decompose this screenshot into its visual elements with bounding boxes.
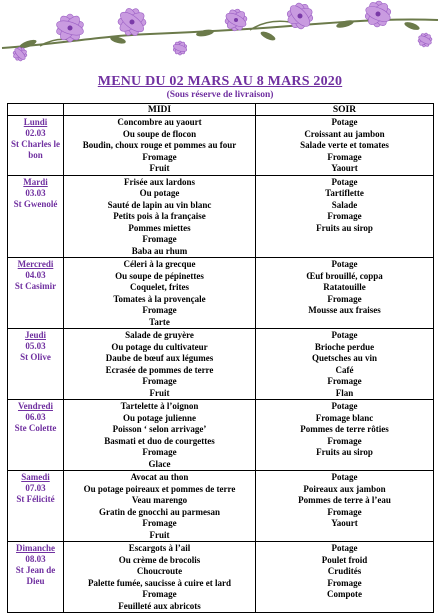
soir-dish: Potage xyxy=(331,330,358,340)
midi-dish: Ecrasée de pommes de terre xyxy=(105,364,214,375)
day-cell xyxy=(8,400,64,471)
day-name: Mercredi xyxy=(17,259,54,269)
soir-dish: Fromage xyxy=(327,376,362,386)
soir-dish: Flan xyxy=(335,387,354,398)
midi-dish: Fromage xyxy=(142,589,177,599)
day-saint: Ste Colette xyxy=(14,423,57,433)
midi-dish: Ou crème de brocolis xyxy=(118,554,201,565)
midi-dish: Fromage xyxy=(142,518,177,528)
midi-dish: Ou soupe de flocon xyxy=(122,128,197,139)
day-name: Lundi xyxy=(23,117,48,127)
soir-cell xyxy=(256,258,434,329)
midi-dish: Gratin de gnocchi au parmesan xyxy=(98,506,220,517)
day-name: Mardi xyxy=(23,176,48,187)
midi-dish: Tarte xyxy=(149,316,170,327)
menu-body xyxy=(8,116,434,613)
day-date: 05.03 xyxy=(25,341,46,351)
soir-dish: Fromage xyxy=(327,506,362,517)
soir-cell xyxy=(256,400,434,471)
midi-dish: Fromage xyxy=(142,305,177,315)
soir-dish: Poulet froid xyxy=(321,554,368,565)
day-date: 03.03 xyxy=(25,187,46,198)
day-name: Jeudi xyxy=(24,330,46,340)
midi-dish: Fruit xyxy=(149,529,170,540)
midi-dish: Coquelet, frites xyxy=(130,282,189,292)
midi-dish: Avocat au thon xyxy=(130,472,189,482)
midi-dish: Daube de bœuf aux légumes xyxy=(105,353,214,363)
midi-dish: Tartelette à l’oignon xyxy=(120,401,199,411)
soir-dish: Pommes de terre rôties xyxy=(300,424,389,434)
day-date: 02.03 xyxy=(25,128,46,138)
midi-dish: Boudin, choux rouge et pommes au four xyxy=(82,140,237,150)
soir-cell xyxy=(256,175,434,258)
soir-dish: Potage xyxy=(331,543,358,553)
day-row-samedi xyxy=(8,471,434,542)
soir-dish: Fruits au sirop xyxy=(316,222,373,233)
soir-dish: Salade verte et tomates xyxy=(300,140,389,150)
column-header-day xyxy=(8,104,64,116)
midi-dish: Fruit xyxy=(149,163,170,173)
midi-dish: Sauté de lapin au vin blanc xyxy=(107,199,212,210)
midi-dish: Poisson ‘ selon arrivage’ xyxy=(112,424,207,434)
midi-dish: Basmati et duo de courgettes xyxy=(104,435,215,446)
page-title: MENU DU 02 MARS AU 8 MARS 2020 xyxy=(97,74,343,89)
midi-dish: Fruit xyxy=(149,387,170,398)
midi-cell xyxy=(64,258,256,329)
midi-dish: Petits pois à la française xyxy=(113,211,206,221)
midi-dish: Fromage xyxy=(142,151,177,162)
soir-dish: Yaourt xyxy=(331,163,358,173)
day-saint: St Gwenolé xyxy=(13,198,58,209)
midi-dish: Choucroute xyxy=(136,566,183,576)
day-date: 06.03 xyxy=(25,412,46,422)
midi-dish: Palette fumée, saucisse à cuire et lard xyxy=(87,577,232,588)
soir-dish: Pommes de terre à l’eau xyxy=(298,495,391,505)
midi-dish: Tomates à la provençale xyxy=(113,293,206,304)
soir-dish: Quetsches au vin xyxy=(311,353,377,363)
soir-dish: Crudités xyxy=(327,566,362,576)
soir-dish: Fromage xyxy=(327,293,362,304)
soir-dish: Brioche perdue xyxy=(314,341,375,352)
soir-dish: Fromage xyxy=(327,211,362,221)
midi-dish: Pommes miettes xyxy=(128,222,191,233)
soir-dish: Ratatouille xyxy=(323,282,366,292)
day-date: 04.03 xyxy=(25,270,46,280)
day-cell xyxy=(8,175,64,258)
day-date: 08.03 xyxy=(25,554,46,564)
midi-dish: Frisée aux lardons xyxy=(124,176,195,187)
midi-dish: Fromage xyxy=(142,376,177,386)
day-saint: St Félicité xyxy=(16,494,55,504)
day-row-mardi xyxy=(8,175,434,258)
day-cell xyxy=(8,116,64,176)
day-row-jeudi xyxy=(8,329,434,400)
midi-dish: Baba au rhum xyxy=(131,245,188,256)
soir-dish: Compote xyxy=(327,589,362,599)
midi-cell xyxy=(64,400,256,471)
column-header-midi: MIDI xyxy=(64,104,256,116)
day-name: Samedi xyxy=(21,472,50,482)
midi-cell xyxy=(64,175,256,258)
soir-dish: Potage xyxy=(331,259,358,269)
midi-cell xyxy=(64,116,256,176)
midi-dish: Fromage xyxy=(142,447,177,457)
soir-dish: Œuf brouillé, coppa xyxy=(306,270,383,281)
menu-table xyxy=(7,103,434,613)
midi-dish: Ou potage du cultivateur xyxy=(111,341,208,352)
midi-dish: Ou potage poireaux et pommes de terre xyxy=(83,483,236,494)
midi-dish: Ou soupe de pépinettes xyxy=(115,270,204,281)
midi-dish: Veau marengo xyxy=(131,495,188,505)
midi-dish: Ou potage xyxy=(139,188,180,198)
soir-dish: Potage xyxy=(331,401,358,411)
soir-cell xyxy=(256,542,434,613)
soir-dish: Potage xyxy=(331,176,358,187)
soir-dish: Fruits au sirop xyxy=(316,447,373,457)
soir-dish: Fromage xyxy=(327,577,362,588)
flower-banner xyxy=(0,0,440,70)
page-subtitle: (Sous réserve de livraison) xyxy=(166,90,274,100)
soir-dish: Fromage xyxy=(327,151,362,162)
day-saint: St Olive xyxy=(20,352,51,362)
soir-cell xyxy=(256,329,434,400)
day-row-dimanche xyxy=(8,542,434,613)
day-name: Dimanche xyxy=(16,543,55,553)
midi-dish: Glace xyxy=(148,458,171,469)
midi-cell xyxy=(64,471,256,542)
midi-dish: Concombre au yaourt xyxy=(117,117,202,127)
day-saint: St Casimir xyxy=(14,281,57,291)
midi-dish: Fromage xyxy=(142,234,177,244)
soir-dish: Croissant au jambon xyxy=(304,128,385,139)
day-saint: St Charles le bon xyxy=(11,139,60,160)
day-cell xyxy=(8,329,64,400)
day-name: Vendredi xyxy=(17,401,53,411)
soir-cell xyxy=(256,116,434,176)
soir-dish: Café xyxy=(335,364,354,375)
day-cell xyxy=(8,258,64,329)
day-cell xyxy=(8,471,64,542)
day-saint: St Jean de Dieu xyxy=(15,565,56,586)
midi-dish: Feuilleté aux abricots xyxy=(118,600,201,611)
soir-dish: Mousse aux fraises xyxy=(308,305,381,315)
column-header-soir: SOIR xyxy=(256,104,434,116)
midi-dish: Céleri à la grecque xyxy=(123,259,196,269)
day-row-vendredi xyxy=(8,400,434,471)
midi-dish: Salade de gruyère xyxy=(125,330,194,340)
soir-dish: Yaourt xyxy=(331,518,358,528)
midi-dish: Escargots à l’ail xyxy=(128,543,191,553)
soir-dish: Fromage blanc xyxy=(315,412,374,423)
soir-dish: Potage xyxy=(331,472,358,482)
midi-cell xyxy=(64,542,256,613)
day-date: 07.03 xyxy=(25,483,46,493)
soir-dish: Salade xyxy=(331,199,358,210)
midi-dish: Ou potage julienne xyxy=(122,412,196,423)
header-row xyxy=(8,104,434,116)
soir-cell xyxy=(256,471,434,542)
midi-cell xyxy=(64,329,256,400)
soir-dish: Tartiflette xyxy=(325,188,364,198)
soir-dish: Fromage xyxy=(327,435,362,446)
soir-dish: Poireaux aux jambon xyxy=(303,483,386,494)
day-row-mercredi xyxy=(8,258,434,329)
day-row-lundi xyxy=(8,116,434,176)
day-cell xyxy=(8,542,64,613)
soir-dish: Potage xyxy=(331,117,358,127)
